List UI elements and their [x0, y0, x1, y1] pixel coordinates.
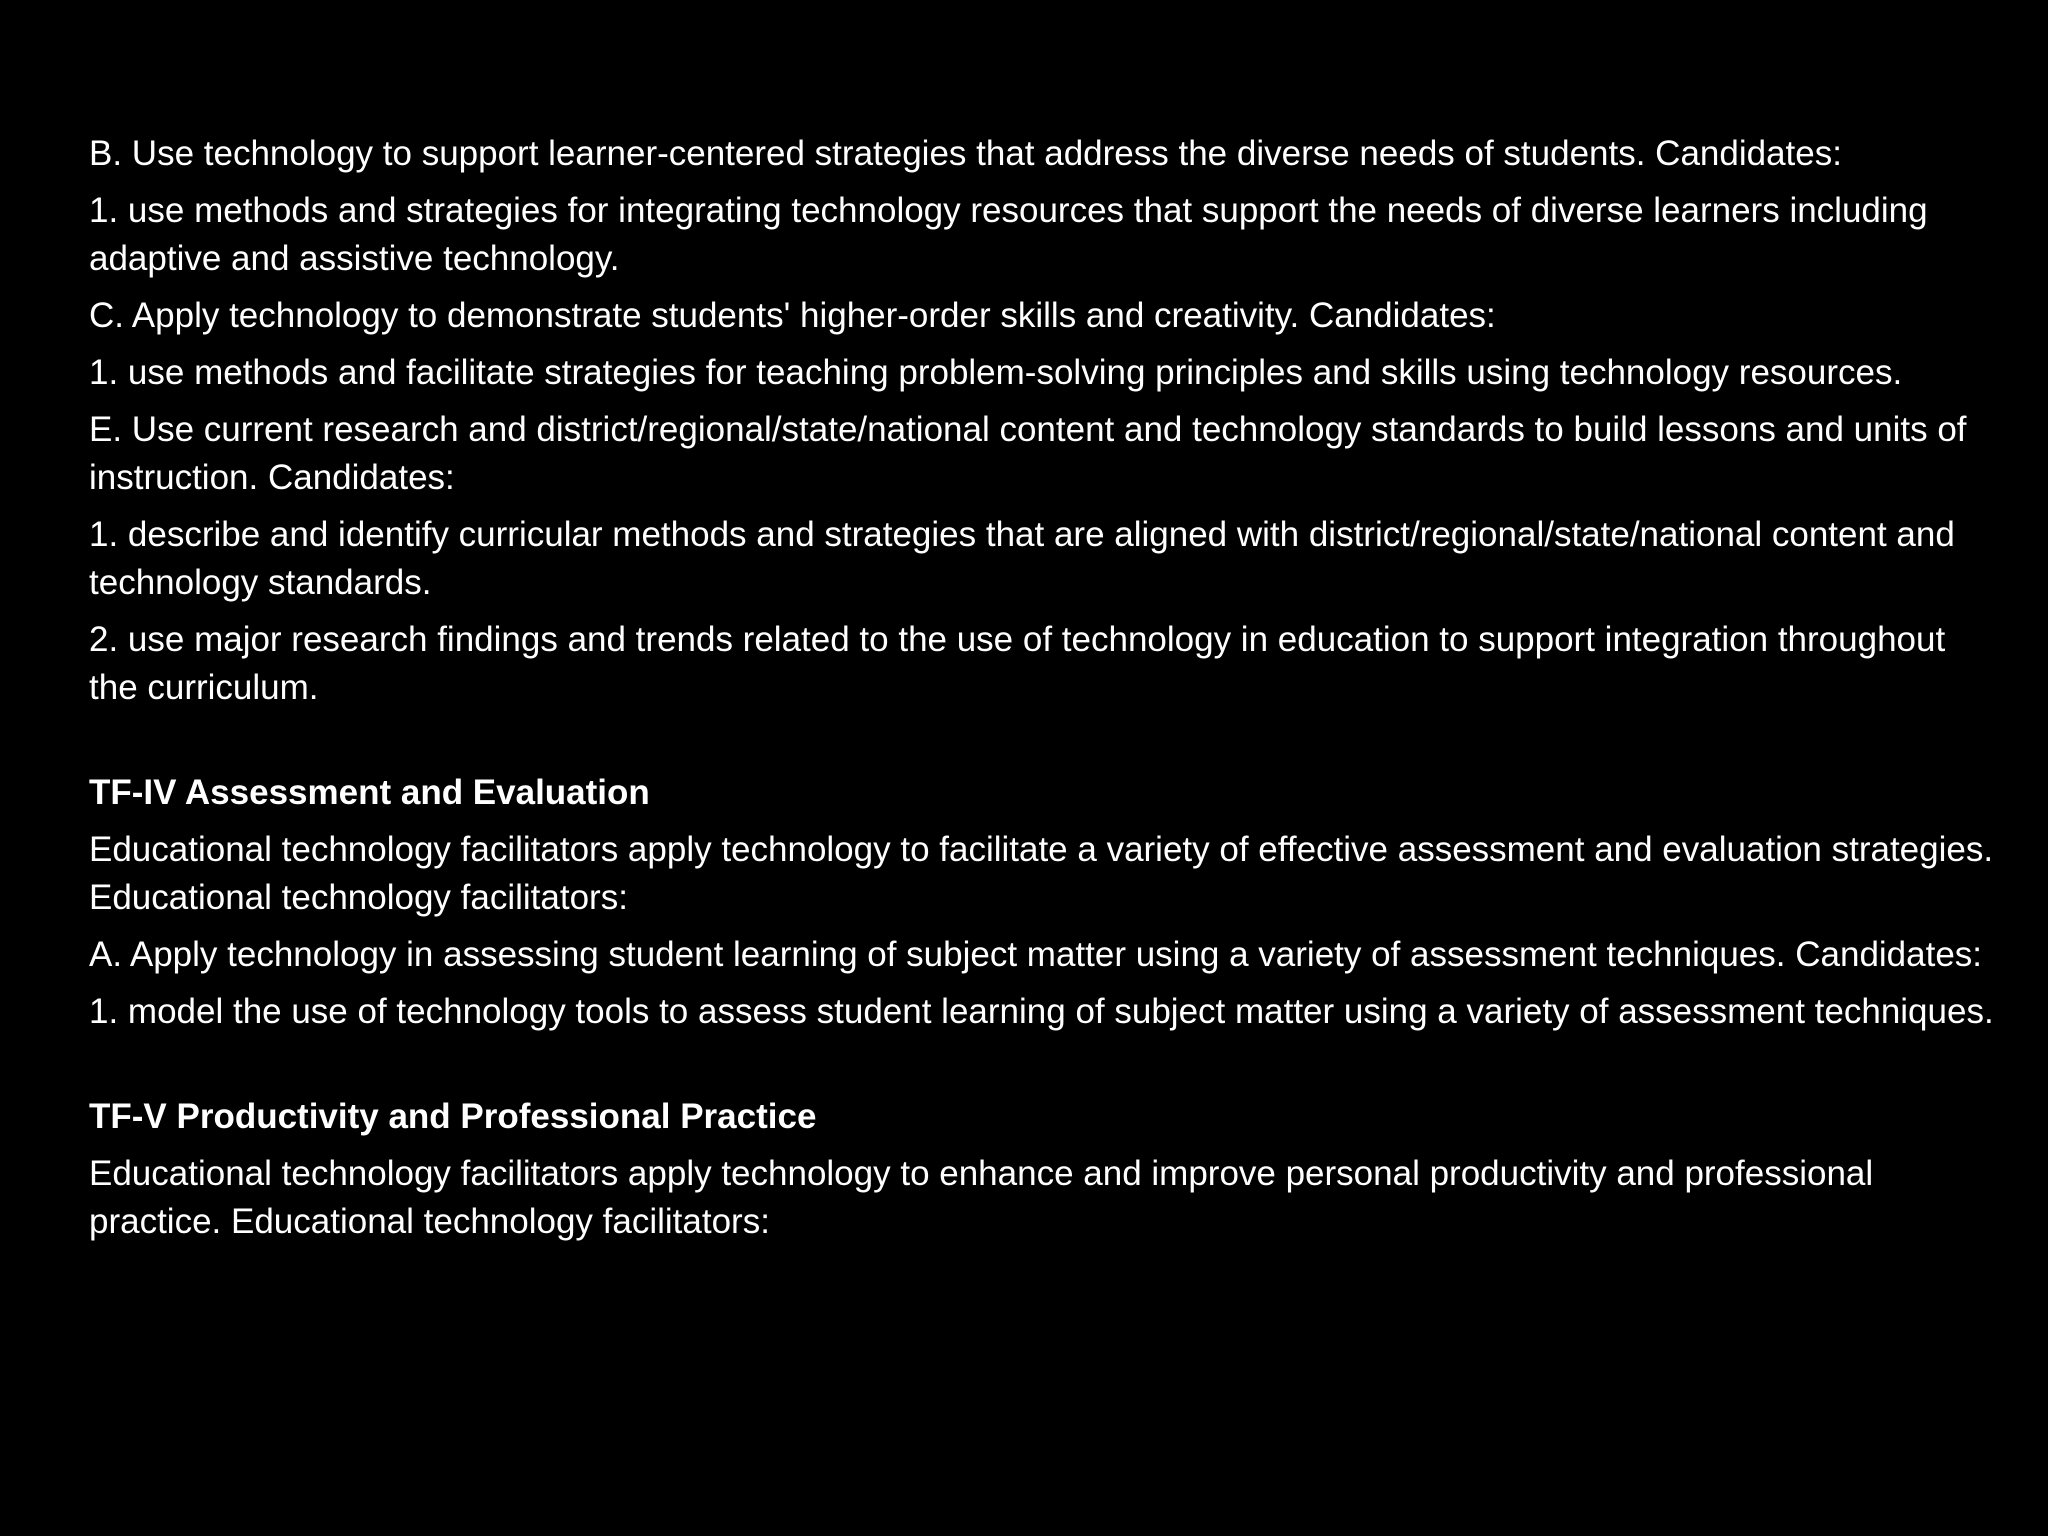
standard-b-paragraph: B. Use technology to support learner-centered strategies that address the diverse needs of students. Candidates:: [89, 134, 1842, 173]
standard-c-paragraph: C. Apply technology to demonstrate students' higher-order skills and creativity. Candidates:: [89, 296, 1496, 335]
standard-e-paragraph: E. Use current research and district/regional/state/national content and technology standards to build lessons and units of instruction. Candidates:: [89, 410, 1967, 497]
standard-c1-paragraph: 1. use methods and facilitate strategies for teaching problem-solving principles and skills using technology resources.: [89, 353, 1903, 392]
tf-iv-a-paragraph: A. Apply technology in assessing student learning of subject matter using a variety of assessment techniques. Candidates:: [89, 935, 1983, 974]
tf-v-intro-paragraph: Educational technology facilitators apply technology to enhance and improve personal productivity and professional practice. Educational technology facilitators:: [89, 1154, 1874, 1241]
tf-iv-a1-paragraph: 1. model the use of technology tools to assess student learning of subject matter using a variety of assessment techniques.: [89, 992, 1994, 1031]
slide-body-text: [89, 130, 1999, 1255]
tf-iv-heading: TF-IV Assessment and Evaluation: [89, 773, 650, 812]
tf-iv-intro-paragraph: Educational technology facilitators apply technology to facilitate a variety of effective assessment and evaluation strategies. Educational technology facilitators:: [89, 830, 1994, 917]
standard-b1-paragraph: 1. use methods and strategies for integrating technology resources that support the needs of diverse learners including adaptive and assistive technology.: [89, 191, 1928, 278]
tf-v-heading: TF-V Productivity and Professional Practice: [89, 1097, 817, 1136]
standard-e2-paragraph: 2. use major research findings and trends related to the use of technology in education to support integration throughout the curriculum.: [89, 620, 1946, 707]
standard-e1-paragraph: 1. describe and identify curricular methods and strategies that are aligned with district/regional/state/national content and technology standards.: [89, 515, 1955, 602]
